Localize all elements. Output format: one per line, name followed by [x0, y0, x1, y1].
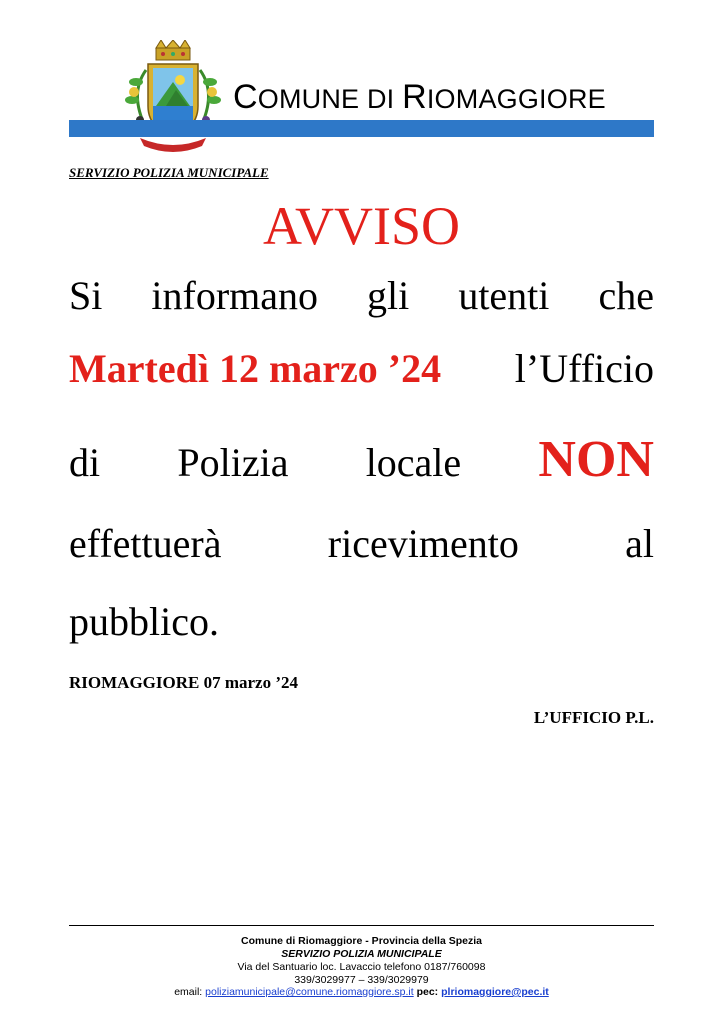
header-bar [69, 120, 654, 137]
footer-contacts: email: poliziamunicipale@comune.riomaggiore.sp.it pec: plriomaggiore@pec.it [174, 986, 549, 998]
notice-line-5: pubblico. [69, 599, 219, 644]
signature: L’UFFICIO P.L. [533, 708, 654, 727]
footer-service: SERVIZIO POLIZIA MUNICIPALE [281, 948, 442, 960]
pec-link[interactable]: plriomaggiore@pec.it [441, 986, 549, 998]
notice-line-3: di Polizia locale NON [69, 431, 654, 488]
notice-line-2: Martedì 12 marzo ’24 l’Ufficio [69, 346, 654, 391]
footer-address: Via del Santuario loc. Lavaccio telefono 0187/760098 [237, 961, 486, 973]
notice-heading: AVVISO [262, 196, 461, 256]
footer-divider [69, 925, 654, 926]
non-emphasis: NON [538, 431, 654, 488]
notice-line-1: Si informano gli utenti che [69, 273, 654, 318]
email-link[interactable]: poliziamunicipale@comune.riomaggiore.sp.it [205, 986, 414, 998]
place-date: RIOMAGGIORE 07 marzo ’24 [69, 673, 299, 692]
footer-municipality: Comune di Riomaggiore - Provincia della Spezia [241, 935, 482, 947]
service-label: SERVIZIO POLIZIA MUNICIPALE [69, 165, 269, 180]
municipality-name: COMUNE DI RIOMAGGIORE [233, 78, 606, 116]
footer-phones: 339/3029977 – 339/3029979 [294, 974, 429, 986]
notice-line-4: effettuerà ricevimento al [69, 521, 654, 566]
closure-date: Martedì 12 marzo ’24 [69, 346, 442, 391]
